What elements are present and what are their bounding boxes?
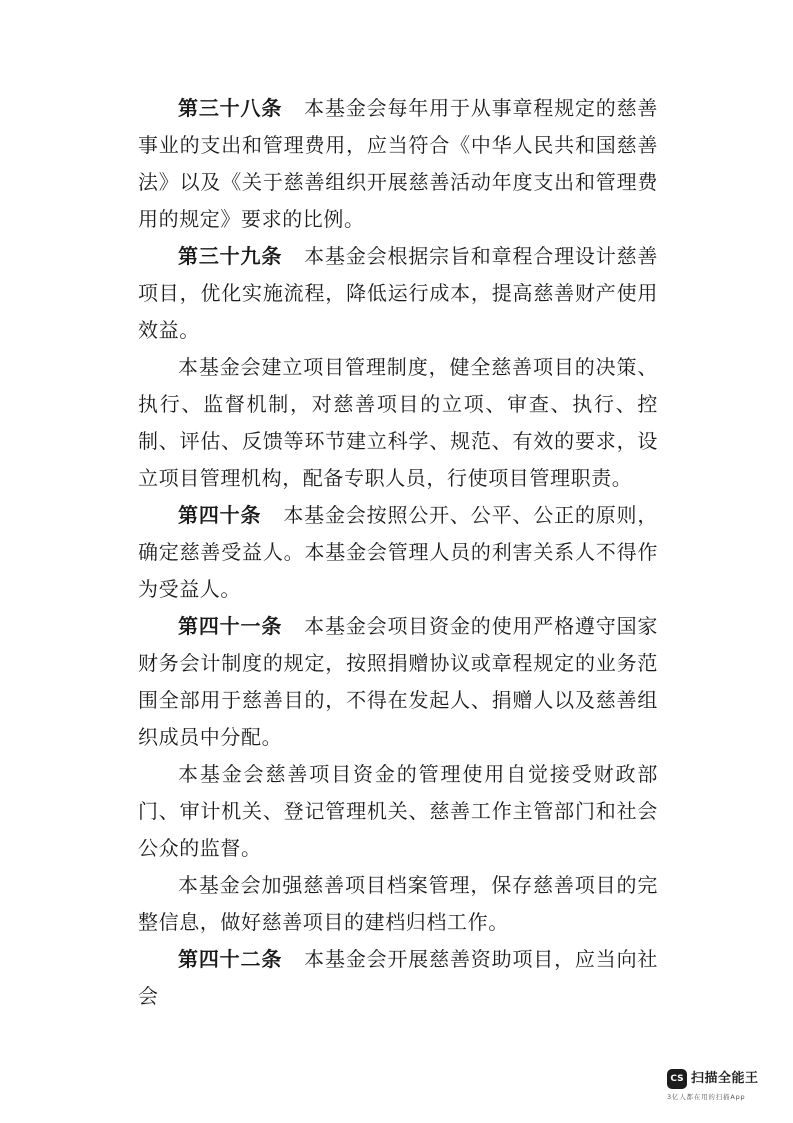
- paragraph-text: 本基金会按照公开、公平、公正的原则，确定慈善受益人。本基金会管理人员的利害关系人不得作为受益人。: [138, 503, 658, 601]
- camscanner-logo-icon: CS: [667, 1069, 687, 1089]
- paragraph-text: 本基金会项目资金的使用严格遵守国家财务会计制度的规定，按照捐赠协议或章程规定的业务范围全部用于慈善目的，不得在发起人、捐赠人以及慈善组织成员中分配。: [138, 614, 659, 749]
- paragraph-article-39: [138, 238, 658, 349]
- paragraph-text: 本基金会根据宗旨和章程合理设计慈善项目，优化实施流程，降低运行成本，提高慈善财产使用效益。: [138, 244, 659, 342]
- paragraph-article-41: [138, 608, 658, 756]
- paragraph-fund-supervision: [138, 756, 658, 867]
- paragraph-article-40: [138, 497, 658, 608]
- paragraph-text: 本基金会开展慈善资助项目，应当向社会: [138, 947, 659, 1008]
- paragraph-archive-management: [138, 867, 658, 941]
- watermark-tagline: 3亿人都在用的扫描App: [667, 1093, 746, 1101]
- camscanner-watermark: [667, 1069, 779, 1109]
- paragraph-text: 本基金会加强慈善项目档案管理，保存慈善项目的完整信息，做好慈善项目的建档归档工作。: [138, 873, 658, 934]
- paragraph-article-38: [138, 90, 658, 238]
- paragraph-text: 本基金会每年用于从事章程规定的慈善事业的支出和管理费用，应当符合《中华人民共和国慈善法》以及《关于慈善组织开展慈善活动年度支出和管理费用的规定》要求的比例。: [138, 96, 659, 231]
- paragraph-project-management: [138, 349, 658, 497]
- paragraph-text: 本基金会慈善项目资金的管理使用自觉接受财政部门、审计机关、登记管理机关、慈善工作主管部门和社会公众的监督。: [138, 762, 658, 860]
- article-number: 第四十二条: [178, 947, 283, 971]
- article-number: 第四十条: [178, 503, 262, 527]
- article-number: 第四十一条: [178, 614, 283, 638]
- paragraph-article-42: [138, 941, 658, 1015]
- watermark-app-name: 扫描全能王: [691, 1071, 759, 1086]
- article-number: 第三十九条: [178, 244, 283, 268]
- paragraph-text: 本基金会建立项目管理制度，健全慈善项目的决策、执行、监督机制，对慈善项目的立项、审查、执行、控制、评估、反馈等环节建立科学、规范、有效的要求，设立项目管理机构，配备专职人员，行使项目管理职责。: [138, 355, 658, 490]
- article-number: 第三十八条: [178, 96, 283, 120]
